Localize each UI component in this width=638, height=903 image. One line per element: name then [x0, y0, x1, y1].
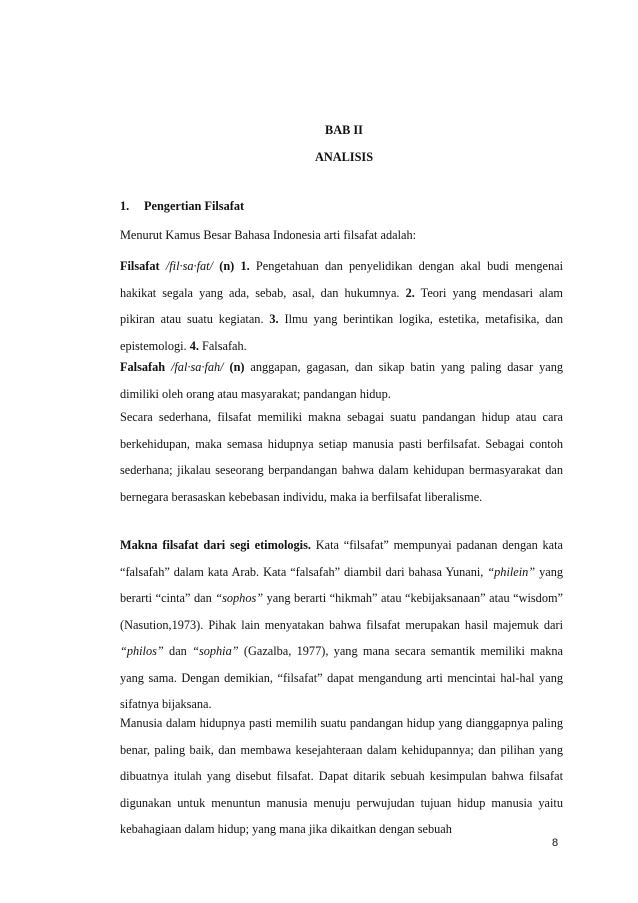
def-term: Falsafah — [120, 360, 166, 374]
def-text: Pengetahuan dan penyelidikan dengan akal budi mengenai hakikat segala yang ada, sebab, asal, dan hukumnya. — [120, 259, 563, 300]
etymology-text: dan — [163, 644, 193, 658]
etymology-text: Kata “filsafat” mempunyai padanan dengan kata “falsafah” dalam kata Arab. Kata “falsafah” diambil dari bahasa Yunani, — [120, 538, 563, 579]
chapter-heading: BAB II — [325, 123, 363, 137]
def-pos: (n) — [229, 360, 245, 374]
section-title: Pengertian Filsafat — [144, 199, 245, 213]
greek-word: “philein” — [487, 564, 536, 579]
def-text: Ilmu yang berintikan logika, estetika, metafisika, dan epistemologi. — [120, 312, 564, 353]
etymology-text: yang berarti “hikmah” atau “kebijaksanaan” atau “wisdom” (Nasution,1973). Pihak lain menyatakan bahwa filsafat merupakan hasil majemuk dari — [120, 591, 563, 632]
def-text: Falsafah. — [198, 338, 247, 353]
paragraph-simple-meaning: Secara sederhana, filsafat memiliki makna sebagai suatu pandangan hidup atau cara berkehidupan, maka semasa hidupnya setiap manusia pasti berfilsafat. Sebagai contoh sederhana; jikalau seseorang berpandangan bahwa dalam kehidupan bermasyarakat dan bernegara berasaskan kebebasan individu, maka ia berfilsafat liberalisme. — [120, 410, 563, 504]
def-number: 3. — [269, 312, 279, 326]
def-pronunciation: /fal·sa·fah/ — [170, 360, 224, 374]
def-number: 4. — [189, 338, 199, 353]
greek-word: “sophos” — [215, 591, 264, 605]
greek-word: “philos” — [120, 644, 164, 658]
etymology-text: (Gazalba, 1977), yang mana secara semantik memiliki makna yang sama. Dengan demikian, “filsafat” dapat mengandung arti mencintai hal-hal yang sifatnya bijaksana. — [120, 644, 564, 711]
def-text: Teori yang mendasari alam pikiran atau suatu kegiatan. — [120, 285, 563, 326]
chapter-title: ANALISIS — [314, 150, 374, 164]
def-number: 2. — [405, 285, 415, 300]
def-pos: (n) — [219, 259, 235, 273]
definition-filsafat — [120, 253, 563, 359]
etymology-text: yang berarti “cinta” dan — [120, 564, 563, 605]
section-number: 1. — [120, 199, 130, 213]
def-pronunciation: /fil·sa·fat/ — [165, 259, 213, 273]
page-number: 8 — [552, 837, 559, 849]
section-heading — [120, 199, 244, 214]
paragraph-conclusion: Manusia dalam hidupnya pasti memilih suatu pandangan hidup yang dianggapnya paling benar, paling baik, dan membawa kesejahteraan dalam kehidupannya; dan pilihan yang dibuatnya itulah yang disebut filsafat. Dapat ditarik sebuah kesimpulan bahwa filsafat digunakan untuk menuntun manusia menuju perwujudan tujuan hidup manusia yaitu kebahagiaan dalam hidup; yang mana jika dikaitkan dengan sebuah — [120, 716, 563, 836]
etymology-lead: Makna filsafat dari segi etimologis. — [120, 538, 311, 552]
def-term: Filsafat — [120, 259, 160, 273]
paragraph-etymology — [120, 532, 563, 718]
definition-falsafah — [120, 354, 563, 407]
def-text: anggapan, gagasan, dan sikap batin yang paling dasar yang dimiliki oleh orang atau masyarakat; pandangan hidup. — [120, 360, 563, 401]
intro-paragraph: Menurut Kamus Besar Bahasa Indonesia arti filsafat adalah: — [120, 228, 417, 242]
greek-word: “sophia” — [192, 644, 239, 658]
def-number: 1. — [240, 259, 250, 273]
